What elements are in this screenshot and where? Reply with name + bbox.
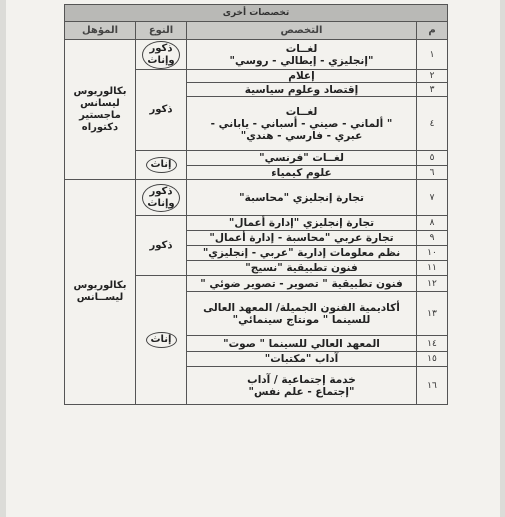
- qualification-label: ليســانس: [76, 292, 124, 303]
- gender-label: وإناث: [147, 54, 175, 66]
- specialization-cell: فنون تطبيقية "نسيج": [187, 261, 417, 276]
- header-qualification: المؤهل: [65, 22, 136, 40]
- qualification-label: بكالوريوس: [73, 280, 127, 291]
- gender-cell: ذكور: [136, 216, 187, 276]
- specialization-cell: تجارة عربي "محاسبة - إدارة أعمال": [187, 231, 417, 246]
- row-number: ٥: [417, 151, 448, 166]
- table-title: تخصصات أخرى: [65, 5, 448, 22]
- row-number: ١: [417, 40, 448, 70]
- row-number: ١٤: [417, 336, 448, 352]
- row-number: ١٣: [417, 292, 448, 336]
- qualification-label: ماجستير: [79, 109, 121, 121]
- specialization-cell: [187, 292, 417, 336]
- spec-line: "إنجليزي - إيطالي - روسي": [229, 54, 374, 67]
- qualification-cell: [65, 40, 136, 180]
- row-number: ٤: [417, 97, 448, 151]
- table-title-row: [65, 5, 448, 22]
- qualification-label: ليسانس: [80, 97, 120, 109]
- table-row: [65, 180, 448, 216]
- spec-line: للسينما " مونتاج سينمائي": [232, 313, 371, 326]
- gender-circled: [142, 184, 179, 212]
- qualification-label: دكتوراه: [81, 121, 119, 133]
- row-number: ٨: [417, 216, 448, 231]
- specialization-cell: إقتصاد وعلوم سياسية: [187, 83, 417, 97]
- row-number: ١٥: [417, 352, 448, 367]
- gender-label: وإناث: [147, 197, 175, 209]
- row-number: ٣: [417, 83, 448, 97]
- specialization-cell: علوم كيمياء: [187, 166, 417, 180]
- table-row: [65, 40, 448, 70]
- row-number: ٦: [417, 166, 448, 180]
- qualification-label: بكالوريوس: [73, 85, 127, 97]
- gender-label: ذكور: [149, 42, 173, 54]
- spec-line: " ألماني - صيني - أسباني - ياباني -: [210, 117, 393, 130]
- row-number: ٧: [417, 180, 448, 216]
- specialization-cell: لغــات "فرنسي": [187, 151, 417, 166]
- specialization-cell: [187, 40, 417, 70]
- gender-cell: [136, 151, 187, 180]
- specialization-cell: نظم معلومات إدارية "عربي - إنجليزي": [187, 246, 417, 261]
- specialization-cell: [187, 97, 417, 151]
- row-number: ١٦: [417, 367, 448, 405]
- specialization-cell: تجارة إنجليزي "محاسبة": [187, 180, 417, 216]
- specialization-cell: آداب "مكتبات": [187, 352, 417, 367]
- spec-line: خدمة إجتماعية / آداب: [247, 373, 356, 386]
- spec-line: لغــات: [285, 105, 318, 118]
- specializations-table: [64, 4, 448, 405]
- specialization-cell: المعهد العالي للسينما " صوت": [187, 336, 417, 352]
- gender-cell: [136, 276, 187, 405]
- row-number: ١٢: [417, 276, 448, 292]
- specialization-cell: تجارة إنجليزي "إدارة أعمال": [187, 216, 417, 231]
- spec-line: لغــات: [285, 42, 318, 55]
- row-number: ١١: [417, 261, 448, 276]
- qualification-cell: [65, 180, 136, 405]
- gender-circled: إناث: [146, 157, 177, 173]
- header-gender: النوع: [136, 22, 187, 40]
- header-specialization: التخصص: [187, 22, 417, 40]
- gender-circled: إناث: [146, 332, 177, 348]
- gender-cell: ذكور: [136, 70, 187, 151]
- gender-label: ذكور: [149, 185, 173, 197]
- gender-cell: [136, 40, 187, 70]
- row-number: ٢: [417, 70, 448, 83]
- document-page: [6, 0, 500, 517]
- spec-line: أكاديمية الفنون الجميلة/ المعهد العالى: [203, 301, 400, 314]
- gender-circled: [142, 41, 179, 69]
- gender-cell: [136, 180, 187, 216]
- spec-line: "إجتماع - علم نفس": [248, 385, 355, 398]
- table-header-row: [65, 22, 448, 40]
- specialization-cell: [187, 367, 417, 405]
- header-num: م: [417, 22, 448, 40]
- specialization-cell: فنون تطبيقية " تصوير - تصوير ضوئي ": [187, 276, 417, 292]
- row-number: ١٠: [417, 246, 448, 261]
- row-number: ٩: [417, 231, 448, 246]
- specialization-cell: إعلام: [187, 70, 417, 83]
- spec-line: عبري - فارسي - هندي": [240, 129, 363, 142]
